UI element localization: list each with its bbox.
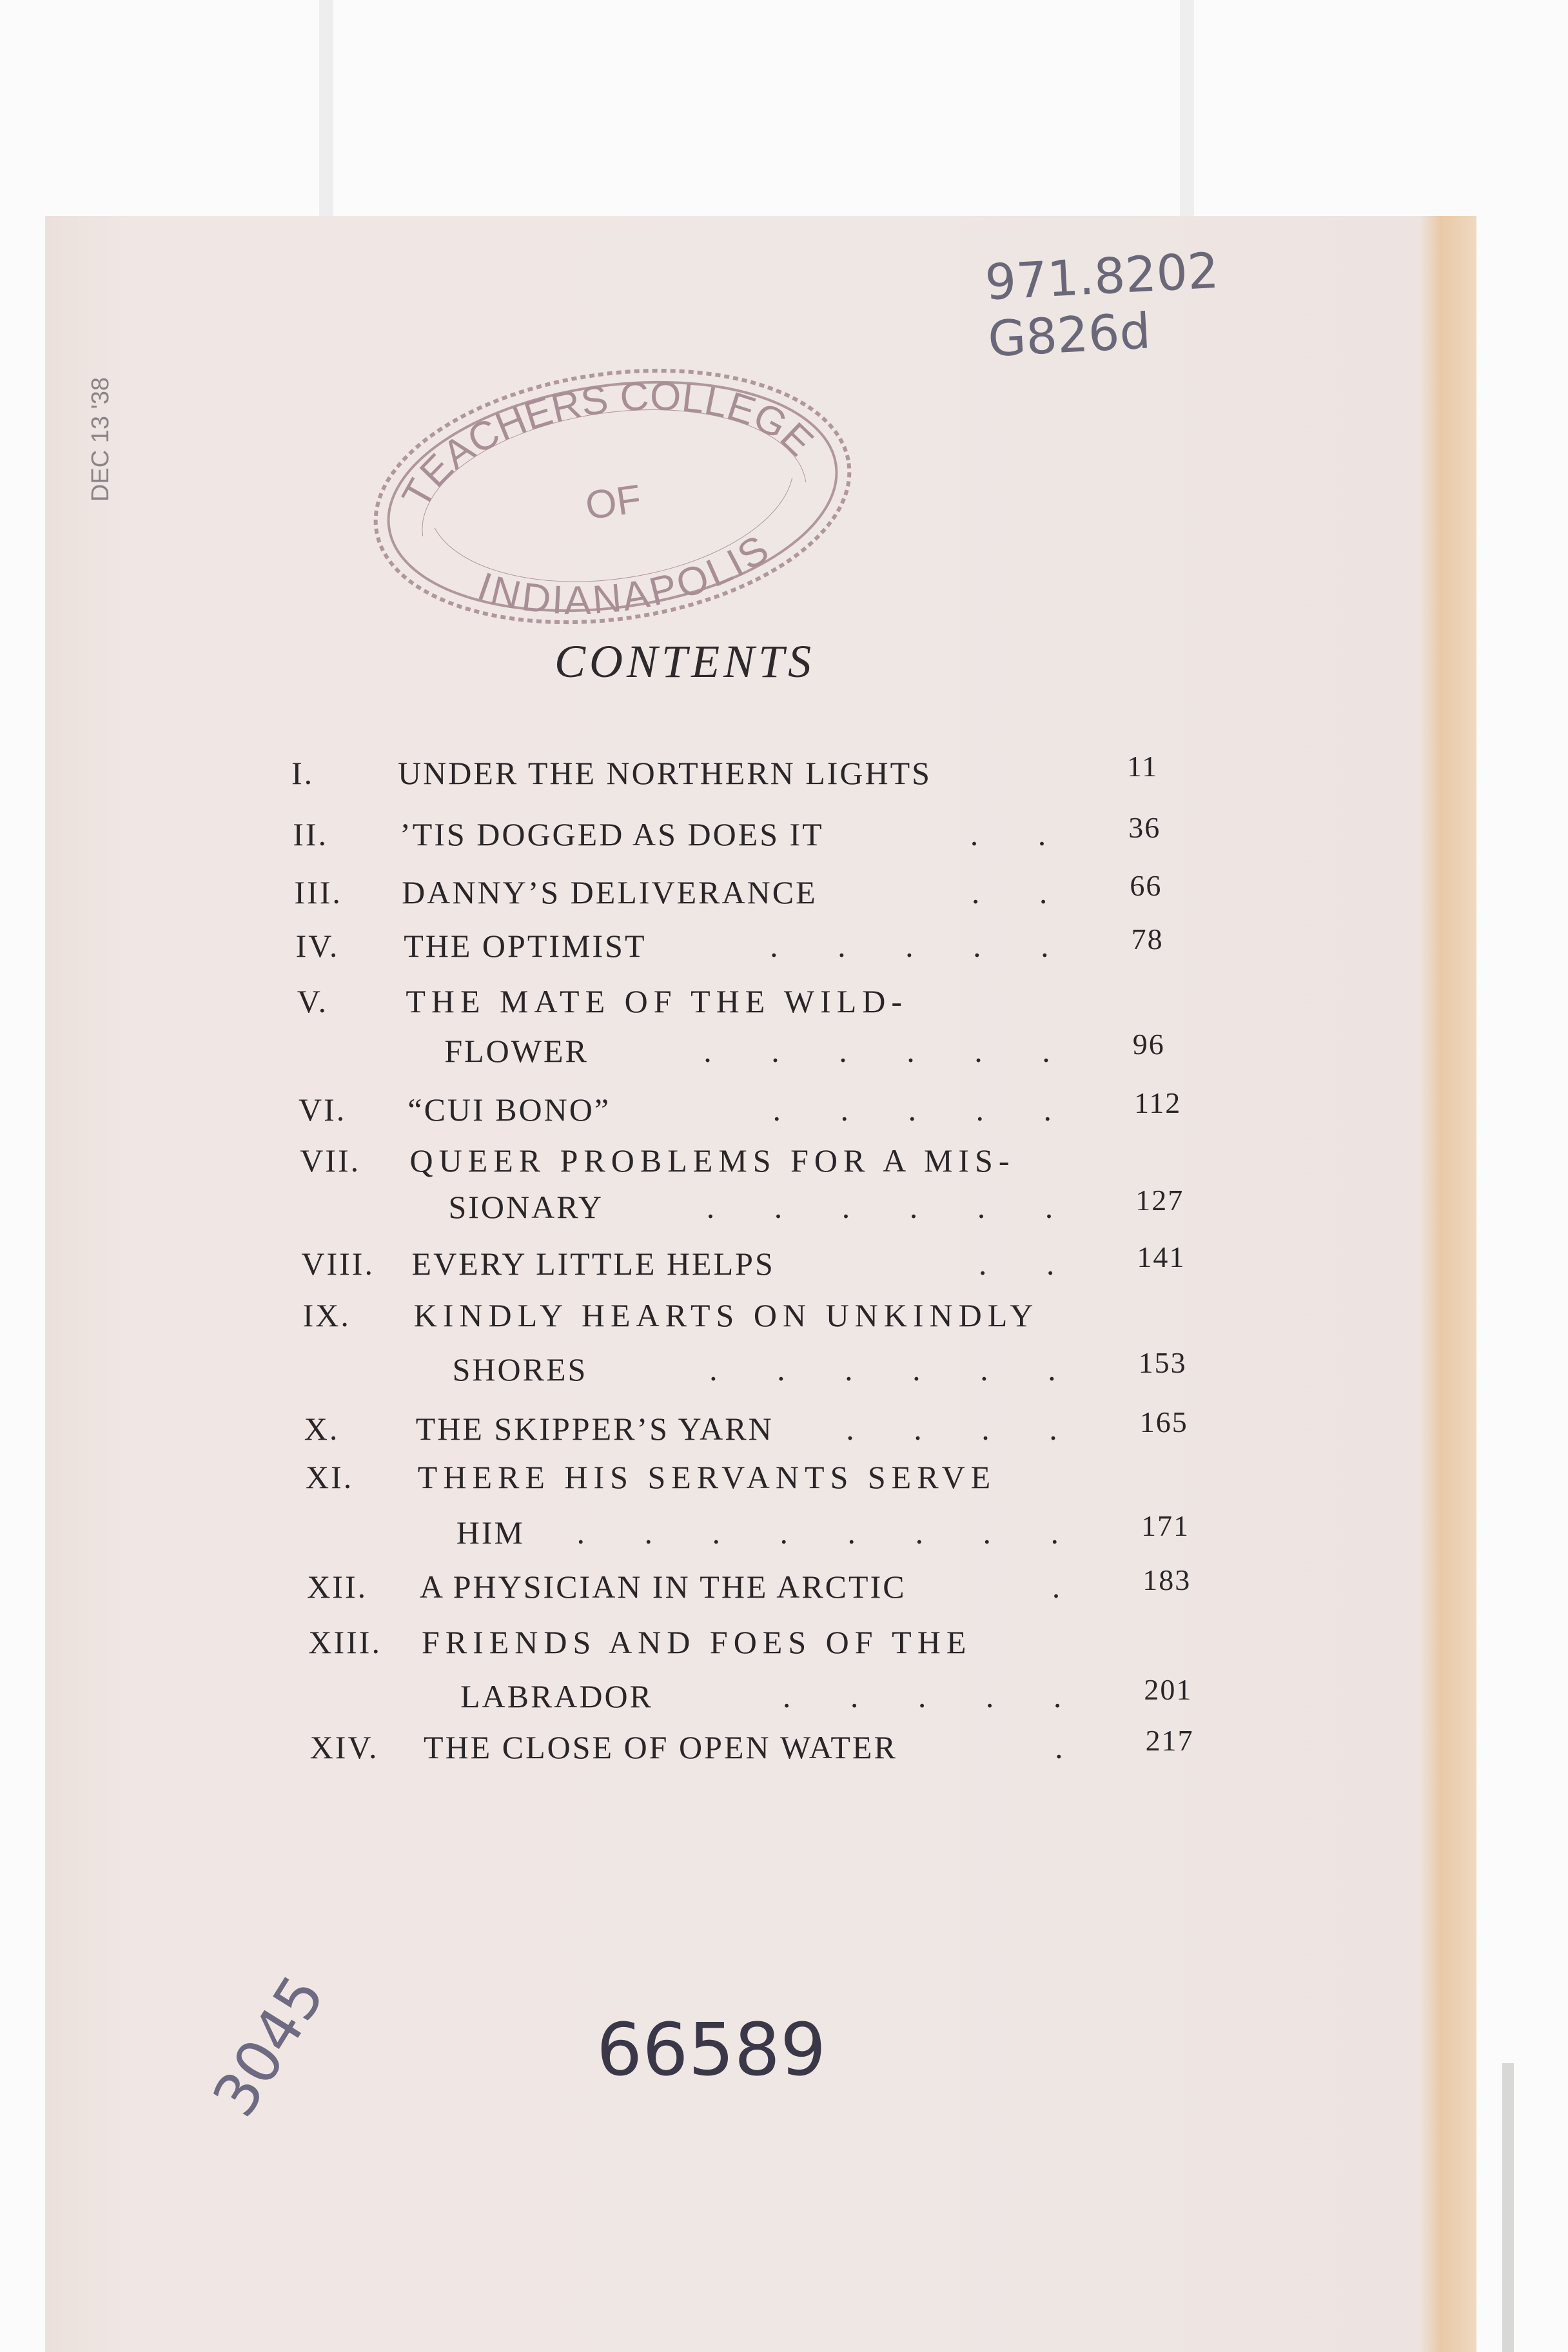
leader-dots: .: [1052, 1569, 1086, 1605]
chapter-title: A PHYSICIAN IN THE ARCTIC: [419, 1569, 906, 1605]
chapter-title: EVERY LITTLE HELPS: [411, 1246, 775, 1282]
chapter-title: FRIENDS AND FOES OF THE: [421, 1624, 972, 1660]
chapter-title: FLOWER: [444, 1033, 589, 1069]
chapter-title: SHORES: [452, 1351, 588, 1387]
page-number: 217: [1145, 1724, 1194, 1757]
stamp-top-text: TEACHERS COLLEGE: [393, 374, 822, 516]
leader-dots: . .: [971, 874, 1073, 910]
chapter-numeral: VIII.: [301, 1246, 375, 1282]
page-number: 78: [1131, 923, 1164, 956]
leader-dots: . . . . . .: [709, 1351, 1082, 1387]
chapter-title: THE MATE OF THE WILD-: [406, 983, 908, 1019]
chapter-title: THE CLOSE OF OPEN WATER: [424, 1729, 897, 1765]
page-number: 11: [1127, 750, 1159, 783]
svg-text:INDIANAPOLIS: [467, 524, 781, 632]
chapter-numeral: VII.: [300, 1142, 361, 1179]
background-post-left: [319, 0, 333, 219]
chapter-title: “CUI BONO”: [407, 1092, 611, 1128]
chapter-title: HIM: [456, 1514, 525, 1551]
chapter-numeral: III.: [294, 874, 342, 910]
chapter-title: SIONARY: [448, 1189, 603, 1225]
background-strap: [1502, 2063, 1514, 2352]
page-number: 183: [1142, 1563, 1191, 1596]
chapter-numeral: I.: [291, 755, 315, 791]
leader-dots: .: [1055, 1729, 1089, 1765]
chapter-numeral: II.: [293, 816, 328, 852]
chapter-title: QUEER PROBLEMS FOR A MIS-: [409, 1142, 1015, 1179]
page-number: 127: [1135, 1184, 1184, 1217]
page-number: 66: [1130, 869, 1162, 902]
page-number: 96: [1132, 1028, 1165, 1061]
date-stamp: DEC 13 '38: [87, 377, 115, 502]
chapter-numeral: XII.: [307, 1569, 368, 1605]
handwritten-number-3045: 3045: [199, 1963, 338, 2129]
page-number: 201: [1144, 1673, 1193, 1706]
chapter-numeral: V.: [297, 983, 328, 1019]
chapter-title: KINDLY HEARTS ON UNKINDLY: [413, 1297, 1039, 1333]
leader-dots: . . . . .: [770, 928, 1075, 964]
library-stamp: [361, 361, 864, 632]
background-post-right: [1180, 0, 1194, 219]
chapter-numeral: X.: [304, 1411, 340, 1447]
chapter-title: THERE HIS SERVANTS SERVE: [417, 1459, 997, 1495]
contents-heading: CONTENTS: [554, 636, 816, 687]
chapter-title: DANNY’S DELIVERANCE: [402, 874, 818, 910]
call-number: [984, 242, 1223, 368]
leader-dots: . . . .: [846, 1411, 1083, 1447]
chapter-title: THE OPTIMIST: [404, 928, 647, 964]
stamp-bottom-text: INDIANAPOLIS: [472, 527, 777, 623]
chapter-title: ’TIS DOGGED AS DOES IT: [400, 816, 824, 852]
handwritten-number-66589: 66589: [596, 2008, 827, 2092]
chapter-numeral: XIV.: [309, 1729, 379, 1765]
chapter-title: THE SKIPPER’S YARN: [415, 1411, 774, 1447]
chapter-numeral: XIII.: [308, 1624, 382, 1660]
leader-dots: . . . . . .: [703, 1033, 1076, 1069]
chapter-numeral: IV.: [295, 928, 340, 964]
page-number: 153: [1138, 1346, 1187, 1379]
leader-dots: . .: [978, 1246, 1081, 1282]
chapter-title: LABRADOR: [460, 1678, 653, 1714]
chapter-numeral: IX.: [302, 1297, 351, 1333]
chapter-numeral: VI.: [299, 1092, 347, 1128]
page-number: 141: [1137, 1240, 1186, 1273]
chapter-numeral: XI.: [306, 1459, 354, 1495]
leader-dots: . . . . .: [782, 1678, 1088, 1714]
page-number: 36: [1128, 811, 1161, 844]
leader-dots: . . . . . . . .: [576, 1514, 1084, 1551]
stamp-middle-text: OF: [582, 476, 644, 529]
page-number: 165: [1139, 1406, 1188, 1438]
chapter-title: UNDER THE NORTHERN LIGHTS: [398, 755, 932, 791]
page-number: 112: [1134, 1086, 1182, 1119]
call-number-class: 971.8202: [983, 241, 1220, 311]
leader-dots: . . . . .: [772, 1092, 1077, 1128]
leader-dots: . . . . . .: [706, 1189, 1079, 1225]
leader-dots: . .: [970, 816, 1072, 852]
call-number-cutter: G826d: [986, 302, 1152, 368]
page-number: 171: [1141, 1509, 1190, 1542]
